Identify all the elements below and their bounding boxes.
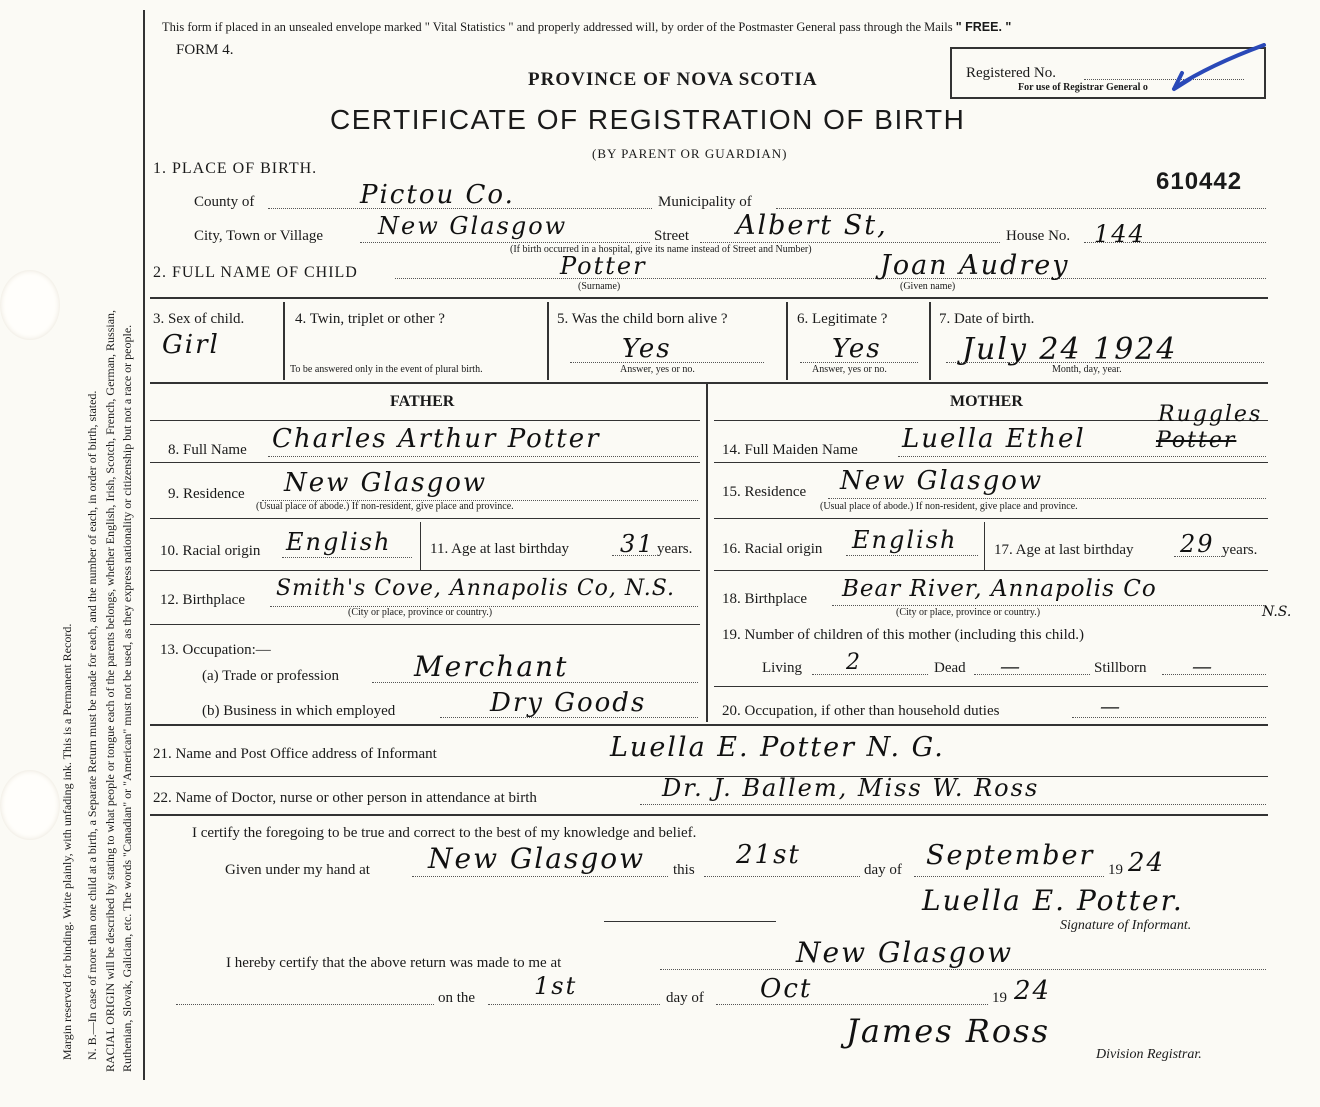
divider xyxy=(150,624,700,625)
nb-note: N. B.—In case of more than one child at a birth, a Separate Return must be made for each, and the number of each, in order of birth, stated. xyxy=(85,390,99,1060)
mother-heading: MOTHER xyxy=(950,393,1023,410)
child-name-line xyxy=(395,278,1266,279)
father-occupation-label: 13. Occupation:— xyxy=(160,642,271,658)
registrar-certify-text: I hereby certify that the above return was made to me at xyxy=(226,955,562,971)
informant-value: Luella E. Potter N. G. xyxy=(610,732,945,763)
mother-age-label: 17. Age at last birthday xyxy=(994,542,1134,558)
legitimate-caption: Answer, yes or no. xyxy=(812,364,887,375)
mother-race-line xyxy=(846,555,978,556)
father-birthplace-note: (City or place, province or country.) xyxy=(348,607,493,618)
column-divider xyxy=(706,384,708,722)
registrar-year-prefix: 19 xyxy=(992,990,1007,1006)
this-label: this xyxy=(673,862,695,878)
living-value: 2 xyxy=(846,650,862,675)
margin-rule xyxy=(143,10,145,1080)
dob-value: July 24 1924 xyxy=(962,332,1178,367)
father-race-value: English xyxy=(286,528,392,556)
mother-birthplace-value: Bear River, Annapolis Co xyxy=(842,576,1157,602)
mother-name-value: Luella Ethel xyxy=(902,424,1086,454)
divider xyxy=(150,420,700,421)
racial-note-1: RACIAL ORIGIN will be described by stating to what people or tongue each of the parents belongs, whether English, Irish, Scotch, French, German, Russian, xyxy=(103,309,117,1072)
postal-free: " FREE. " xyxy=(955,20,1012,34)
subtitle: (BY PARENT OR GUARDIAN) xyxy=(592,146,788,161)
dob-label: 7. Date of birth. xyxy=(939,311,1035,327)
legitimate-value: Yes xyxy=(832,334,882,364)
divider xyxy=(150,570,700,571)
registrar-day-of-label: day of xyxy=(666,990,704,1006)
mother-name-correction: Ruggles xyxy=(1158,402,1263,427)
mother-birthplace-label: 18. Birthplace xyxy=(722,591,807,607)
divider xyxy=(150,382,1268,384)
father-age-value: 31 xyxy=(620,530,655,558)
given-year-value: 24 xyxy=(1128,848,1166,878)
father-birthplace-label: 12. Birthplace xyxy=(160,592,245,608)
dob-caption: Month, day, year. xyxy=(1052,364,1122,375)
city-line xyxy=(360,242,650,243)
county-label: County of xyxy=(194,194,255,210)
alive-caption: Answer, yes or no. xyxy=(620,364,695,375)
father-name-line xyxy=(268,456,698,457)
punch-hole xyxy=(0,270,60,340)
registrar-place-line xyxy=(660,969,1266,970)
given-day-line xyxy=(704,876,860,877)
place-of-birth-label: 1. PLACE OF BIRTH. xyxy=(153,160,318,177)
given-place-line xyxy=(412,876,668,877)
mother-birthplace-note: (City or place, province or country.) xyxy=(896,607,1041,618)
house-label: House No. xyxy=(1006,228,1071,244)
stillborn-label: Stillborn xyxy=(1094,660,1147,676)
sex-label: 3. Sex of child. xyxy=(153,311,245,327)
informant-label: 21. Name and Post Office address of Informant xyxy=(153,746,437,762)
registrar-place-value: New Glasgow xyxy=(796,936,1014,969)
given-name-value: Joan Audrey xyxy=(880,250,1070,281)
signature-caption: Signature of Informant. xyxy=(1060,918,1192,933)
mother-name-struck: Potter xyxy=(1156,428,1237,453)
children-count-label: 19. Number of children of this mother (including this child.) xyxy=(722,627,1085,643)
father-years-label: years. xyxy=(657,541,693,557)
legitimate-line xyxy=(800,362,918,363)
divider xyxy=(547,302,549,380)
mother-name-label: 14. Full Maiden Name xyxy=(722,442,858,458)
province-heading: PROVINCE OF NOVA SCOTIA xyxy=(528,69,818,90)
stillborn-line xyxy=(1162,674,1266,675)
mother-residence-value: New Glasgow xyxy=(840,466,1044,496)
mother-occupation-value: — xyxy=(1100,694,1122,718)
divider xyxy=(929,302,931,380)
dead-line xyxy=(974,674,1090,675)
alive-line xyxy=(570,362,764,363)
alive-value: Yes xyxy=(622,334,672,364)
punch-hole xyxy=(0,770,60,840)
father-name-value: Charles Arthur Potter xyxy=(272,424,601,454)
municipality-line xyxy=(776,208,1266,209)
form-number: FORM 4. xyxy=(176,42,234,58)
divider xyxy=(420,522,421,570)
street-value: Albert St, xyxy=(736,210,888,241)
mother-residence-note: (Usual place of abode.) If non-resident, give place and province. xyxy=(820,501,1078,512)
mother-birthplace-province: N.S. xyxy=(1262,604,1292,620)
mother-birthplace-line xyxy=(832,605,1266,606)
twin-label: 4. Twin, triplet or other ? xyxy=(295,311,445,327)
registrar-day-line xyxy=(488,1004,660,1005)
registrar-month-value: Oct xyxy=(760,974,813,1004)
registrar-day-value: 1st xyxy=(534,972,578,1000)
divider xyxy=(150,814,1268,816)
doctor-value: Dr. J. Ballem, Miss W. Ross xyxy=(662,774,1040,802)
racial-note-2: Ruthenian, Slovak, Galician, etc. The words "Canadian" or "American" must not be used, as they express nationality or citizenship but not a race or people. xyxy=(120,324,134,1072)
given-under-label: Given under my hand at xyxy=(225,862,370,878)
mother-name-line xyxy=(898,456,1266,457)
registrar-blank-line xyxy=(176,1004,434,1005)
father-name-label: 8. Full Name xyxy=(168,442,247,458)
trade-value: Merchant xyxy=(414,650,569,683)
stillborn-value: — xyxy=(1192,654,1214,678)
twin-note: To be answered only in the event of plural birth. xyxy=(290,364,483,375)
day-of-label: day of xyxy=(864,862,902,878)
child-name-label: 2. FULL NAME OF CHILD xyxy=(153,264,358,281)
house-value: 144 xyxy=(1094,220,1146,248)
divider xyxy=(714,462,1268,463)
legitimate-label: 6. Legitimate ? xyxy=(797,311,888,327)
trade-label: (a) Trade or profession xyxy=(202,668,340,684)
living-label: Living xyxy=(762,660,802,676)
doctor-line xyxy=(640,804,1266,805)
divider xyxy=(714,570,1268,571)
divider xyxy=(714,518,1268,519)
hospital-note: (If birth occurred in a hospital, give its name instead of Street and Number) xyxy=(510,244,812,255)
father-race-label: 10. Racial origin xyxy=(160,543,261,559)
surname-value: Potter xyxy=(560,252,647,280)
divider xyxy=(150,724,1268,726)
divider xyxy=(786,302,788,380)
mother-residence-label: 15. Residence xyxy=(722,484,807,500)
mother-occupation-label: 20. Occupation, if other than household duties xyxy=(722,703,1000,719)
father-residence-value: New Glasgow xyxy=(284,468,488,498)
mother-race-value: English xyxy=(852,526,958,554)
given-day-value: 21st xyxy=(736,840,801,870)
dead-value: — xyxy=(1000,654,1022,678)
mother-age-value: 29 xyxy=(1180,530,1215,558)
dead-label: Dead xyxy=(934,660,966,676)
mother-residence-line xyxy=(828,498,1266,499)
divider xyxy=(604,921,776,922)
father-residence-label: 9. Residence xyxy=(168,486,245,502)
divider xyxy=(283,302,285,380)
postal-note: This form if placed in an unsealed envelope marked " Vital Statistics " and properly addressed will, by order of the Postmaster General pass through the Mails " FREE. " xyxy=(162,20,1012,34)
binding-margin xyxy=(0,0,145,1107)
street-label: Street xyxy=(654,228,689,244)
page-title: CERTIFICATE OF REGISTRATION OF BIRTH xyxy=(330,104,966,135)
mother-race-label: 16. Racial origin xyxy=(722,541,823,557)
certificate-number: 610442 xyxy=(1156,168,1243,195)
city-value: New Glasgow xyxy=(378,212,568,240)
father-heading: FATHER xyxy=(390,393,455,410)
informant-signature: Luella E. Potter. xyxy=(922,884,1184,917)
living-line xyxy=(812,674,928,675)
dob-line xyxy=(946,362,1264,363)
father-residence-note: (Usual place of abode.) If non-resident, give place and province. xyxy=(256,501,514,512)
registrar-year-value: 24 xyxy=(1014,976,1052,1006)
registrar-caption: Division Registrar. xyxy=(1096,1047,1202,1062)
divider xyxy=(150,518,700,519)
mother-years-label: years. xyxy=(1222,542,1258,558)
divider xyxy=(714,686,1268,687)
father-race-line xyxy=(282,557,412,558)
father-age-label: 11. Age at last birthday xyxy=(430,541,569,557)
blue-check-mark xyxy=(1170,43,1270,99)
business-label: (b) Business in which employed xyxy=(202,703,396,719)
divider xyxy=(150,462,700,463)
given-month-line xyxy=(914,876,1104,877)
county-value: Pictou Co. xyxy=(360,180,515,210)
divider xyxy=(984,522,985,570)
given-year-prefix: 19 xyxy=(1108,862,1123,878)
sex-value: Girl xyxy=(162,330,220,360)
business-value: Dry Goods xyxy=(490,688,647,718)
municipality-label: Municipality of xyxy=(658,194,752,210)
given-month-value: September xyxy=(926,840,1095,871)
registrar-month-line xyxy=(716,1004,988,1005)
registrar-signature: James Ross xyxy=(846,1012,1050,1050)
margin-note: Margin reserved for binding. Write plainly, with unfading ink. This is a Permanent Record. xyxy=(60,623,74,1060)
on-the-label: on the xyxy=(438,990,476,1006)
street-line xyxy=(700,242,1000,243)
certify-text: I certify the foregoing to be true and correct to the best of my knowledge and belief. xyxy=(192,825,697,841)
given-name-caption: (Given name) xyxy=(900,281,956,292)
father-birthplace-value: Smith's Cove, Annapolis Co, N.S. xyxy=(276,576,676,601)
divider xyxy=(150,297,1268,299)
registrar-use-note: For use of Registrar General o xyxy=(1018,82,1148,93)
given-place-value: New Glasgow xyxy=(428,842,646,875)
alive-label: 5. Was the child born alive ? xyxy=(557,311,728,327)
registered-no-label: Registered No. xyxy=(966,65,1056,81)
surname-caption: (Surname) xyxy=(578,281,621,292)
city-label: City, Town or Village xyxy=(194,228,324,244)
registered-box xyxy=(950,47,1266,99)
doctor-label: 22. Name of Doctor, nurse or other person in attendance at birth xyxy=(153,790,537,806)
